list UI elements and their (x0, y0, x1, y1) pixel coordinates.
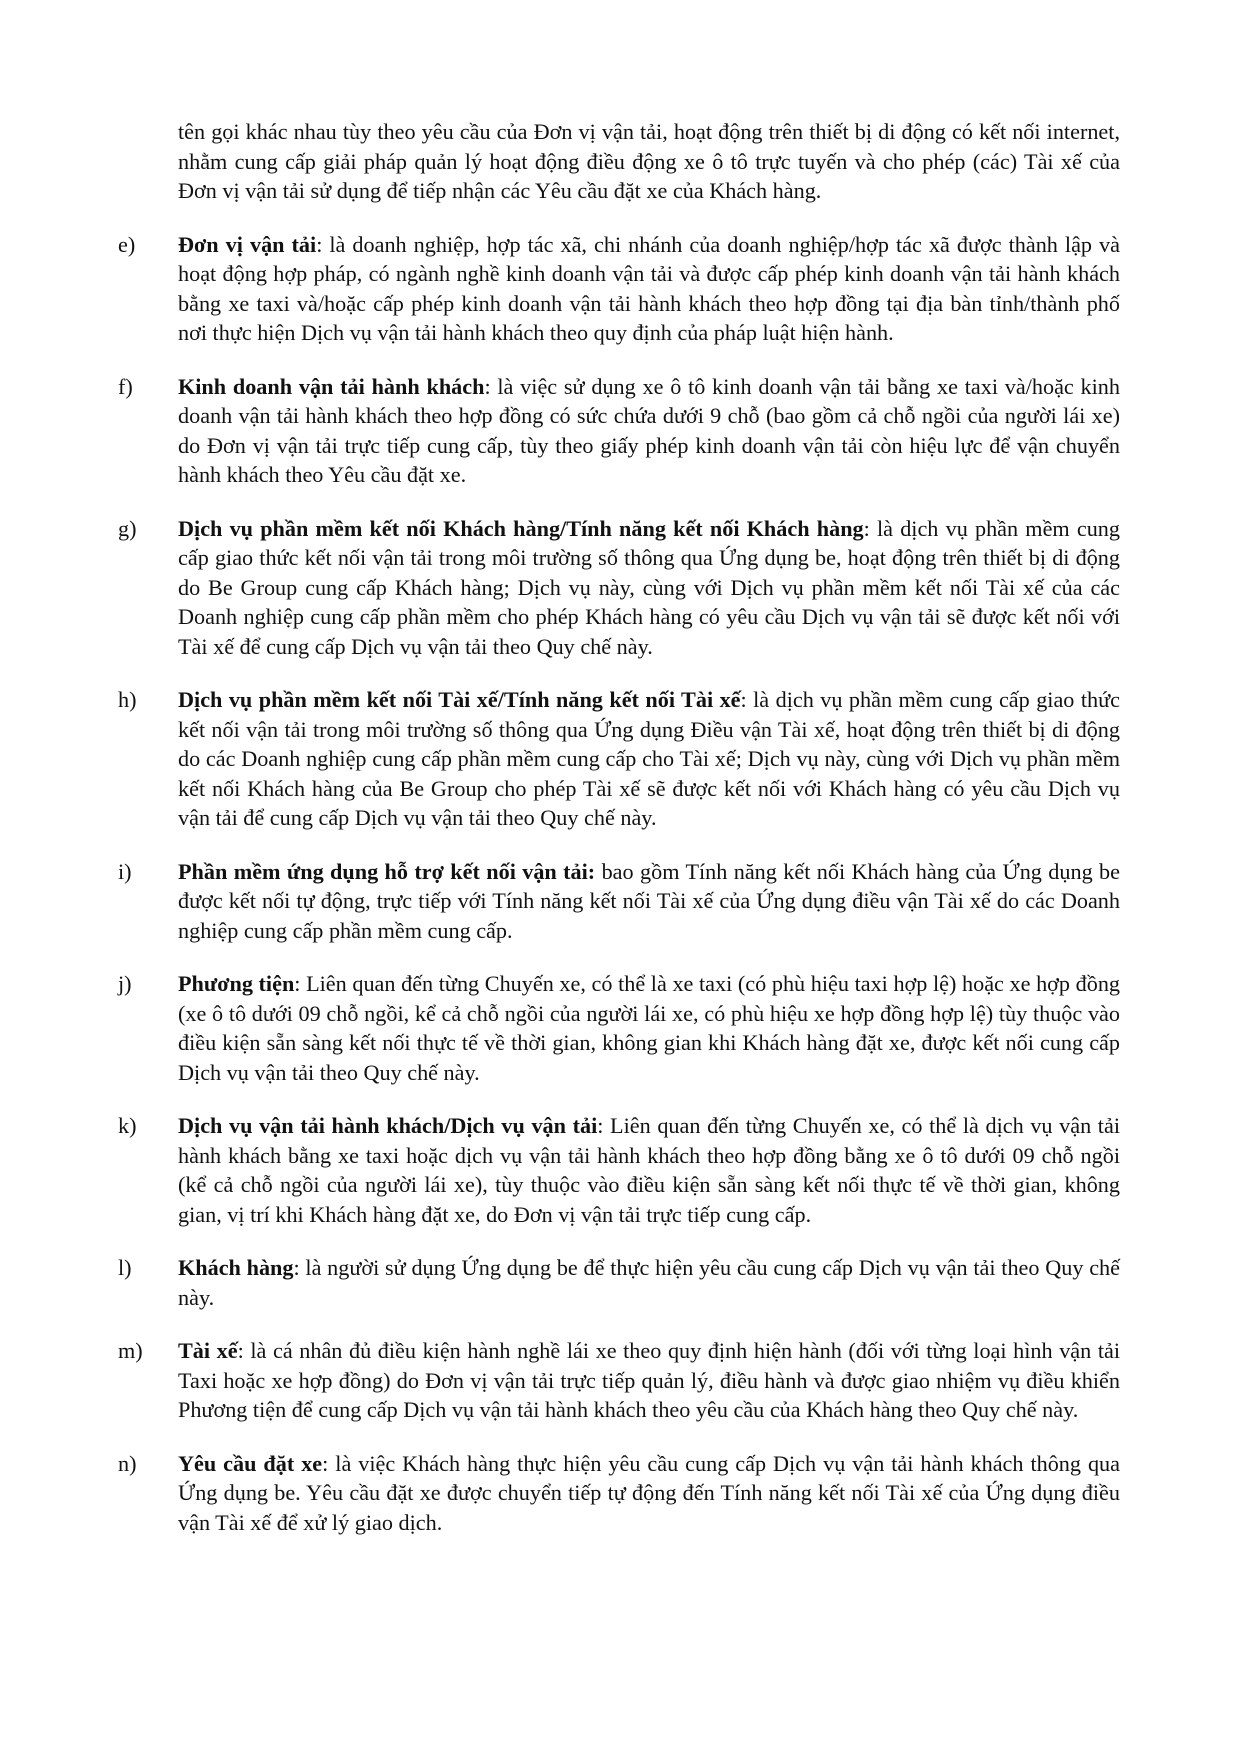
item-text: : là việc Khách hàng thực hiện yêu cầu cung cấp Dịch vụ vận tải hành khách thông qua Ứng dụng be. Yêu cầu đặt xe được chuyển tiếp tự động đến Tính năng kết nối Tài xế của Ứng dụng điều vận Tài xế để xử lý giao dịch. (178, 1450, 1120, 1535)
item-body (178, 1449, 1120, 1538)
intro-paragraph: tên gọi khác nhau tùy theo yêu cầu của Đơn vị vận tải, hoạt động trên thiết bị di động có kết nối internet, nhằm cung cấp giải pháp quản lý hoạt động điều động xe ô tô trực tuyến và cho phép (các) Tài xế của Đơn vị vận tải sử dụng để tiếp nhận các Yêu cầu đặt xe của Khách hàng. (178, 119, 1120, 203)
item-body (178, 1111, 1120, 1229)
item-label: k) (118, 1113, 137, 1138)
item-term: Kinh doanh vận tải hành khách (178, 373, 485, 399)
item-term: Dịch vụ phần mềm kết nối Tài xế/Tính năng kết nối Tài xế (178, 687, 741, 712)
item-label: f) (118, 373, 133, 399)
definition-item (0, 1253, 1241, 1312)
item-label: g) (118, 515, 137, 541)
item-label: m) (118, 1338, 143, 1363)
item-body (178, 685, 1120, 833)
item-term: Phương tiện (178, 971, 295, 996)
item-label: j) (118, 971, 132, 996)
definition-item (0, 230, 1241, 348)
item-label: h) (118, 687, 137, 712)
item-body (178, 514, 1120, 662)
item-label: n) (118, 1450, 137, 1476)
definition-item (0, 857, 1241, 946)
item-text: : là người sử dụng Ứng dụng be để thực hiện yêu cầu cung cấp Dịch vụ vận tải theo Quy chế này. (178, 1255, 1120, 1310)
item-text: : là việc sử dụng xe ô tô kinh doanh vận tải bằng xe taxi và/hoặc kinh doanh vận tải hành khách theo hợp đồng có sức chứa dưới 9 chỗ (bao gồm cả chỗ ngồi của người lái xe) do Đơn vị vận tải trực tiếp cung cấp, tùy theo giấy phép kinh doanh vận tải còn hiệu lực để vận chuyển hành khách theo Yêu cầu đặt xe. (178, 373, 1120, 487)
definition-item (0, 969, 1241, 1087)
item-term: Tài xế (178, 1338, 238, 1363)
item-label: l) (118, 1255, 132, 1280)
item-term: Yêu cầu đặt xe (178, 1450, 323, 1476)
item-text: : Liên quan đến từng Chuyến xe, có thể là xe taxi (có phù hiệu taxi hợp lệ) hoặc xe hợp đồng (xe ô tô dưới 09 chỗ ngồi, kể cả chỗ ngồi của người lái xe, có phù hiệu xe hợp đồng hợp lệ) tùy thuộc vào điều kiện sẵn sàng kết nối thực tế về thời gian, không gian khi Khách hàng đặt xe, được kết nối cung cấp Dịch vụ vận tải theo Quy chế này. (178, 971, 1121, 1085)
item-text: bao gồm Tính năng kết nối Khách hàng của Ứng dụng be được kết nối tự động, trực tiếp với Tính năng kết nối Tài xế của Ứng dụng điều vận Tài xế do các Doanh nghiệp cung cấp phần mềm cung cấp. (178, 858, 1120, 943)
item-term: Phần mềm ứng dụng hỗ trợ kết nối vận tải: (178, 858, 596, 884)
item-text: : là dịch vụ phần mềm cung cấp giao thức kết nối vận tải trong môi trường số thông qua Ứng dụng be, hoạt động trên thiết bị di động do Be Group cung cấp Khách hàng; Dịch vụ này, cùng với Dịch vụ phần mềm kết nối Tài xế của các Doanh nghiệp cung cấp phần mềm cho phép Khách hàng có yêu cầu Dịch vụ vận tải sẽ được kết nối với Tài xế để cung cấp Dịch vụ vận tải theo Quy chế này. (178, 515, 1120, 659)
item-term: Khách hàng (178, 1255, 294, 1280)
item-label: e) (118, 231, 136, 257)
item-text: : là dịch vụ phần mềm cung cấp giao thức kết nối vận tải trong môi trường số thông qua Ứng dụng Điều vận Tài xế, hoạt động trên thiết bị di động do các Doanh nghiệp cung cấp phần mềm cung cấp cho Tài xế; Dịch vụ này, cùng với Dịch vụ phần mềm kết nối Khách hàng của Be Group cho phép Tài xế sẽ được kết nối với Khách hàng có yêu cầu Dịch vụ vận tải để cung cấp Dịch vụ vận tải theo Quy chế này. (178, 687, 1120, 830)
item-text: : là cá nhân đủ điều kiện hành nghề lái xe theo quy định hiện hành (đối với từng loại hình vận tải Taxi hoặc xe hợp đồng) do Đơn vị vận tải trực tiếp quản lý, điều hành và được giao nhiệm vụ điều khiển Phương tiện để cung cấp Dịch vụ vận tải hành khách theo yêu cầu của Khách hàng theo Quy chế này. (178, 1338, 1121, 1422)
item-body (178, 1336, 1120, 1425)
definition-item (0, 1449, 1241, 1538)
document-content (0, 117, 1241, 1537)
item-text: : là doanh nghiệp, hợp tác xã, chi nhánh của doanh nghiệp/hợp tác xã được thành lập và hoạt động hợp pháp, có ngành nghề kinh doanh vận tải và được cấp phép kinh doanh vận tải hành khách bằng xe taxi và/hoặc cấp phép kinh doanh vận tải hành khách theo hợp đồng tại địa bàn tỉnh/thành phố nơi thực hiện Dịch vụ vận tải hành khách theo quy định của pháp luật hiện hành. (178, 231, 1120, 345)
item-term: Dịch vụ phần mềm kết nối Khách hàng/Tính năng kết nối Khách hàng (178, 515, 864, 541)
definition-item (0, 372, 1241, 490)
item-body (178, 230, 1120, 348)
item-term: Dịch vụ vận tải hành khách/Dịch vụ vận tải (178, 1113, 598, 1138)
item-body (178, 1253, 1120, 1312)
item-body (178, 857, 1120, 946)
item-label: i) (118, 858, 132, 884)
item-body (178, 969, 1120, 1087)
definition-item (0, 1111, 1241, 1229)
definition-item (0, 685, 1241, 833)
item-term: Đơn vị vận tải (178, 231, 317, 257)
item-body (178, 372, 1120, 490)
item-text: : Liên quan đến từng Chuyến xe, có thể là dịch vụ vận tải hành khách bằng xe taxi hoặc dịch vụ vận tải hành khách theo hợp đồng bằng xe ô tô dưới 09 chỗ ngồi (kể cả chỗ ngồi của người lái xe), tùy thuộc vào điều kiện sẵn sàng kết nối thực tế về thời gian, không gian, vị trí khi Khách hàng đặt xe, do Đơn vị vận tải trực tiếp cung cấp. (178, 1113, 1120, 1227)
definition-item (0, 1336, 1241, 1425)
definition-list (0, 230, 1241, 1538)
definition-item (0, 514, 1241, 662)
